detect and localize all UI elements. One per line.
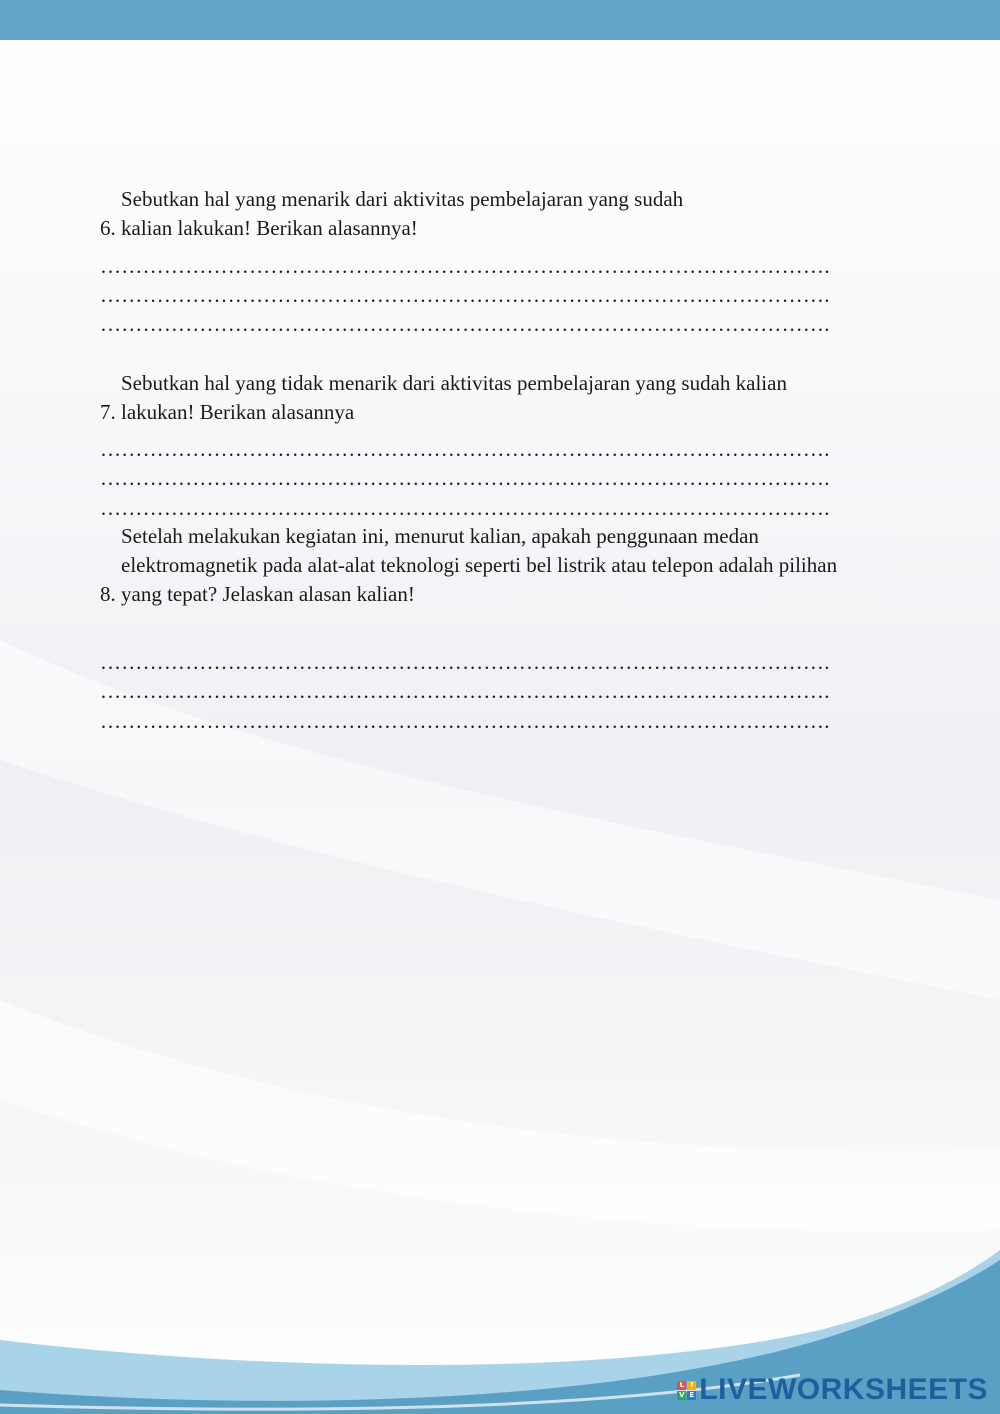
answer-line[interactable]: …………………………………………………………………………………………. (100, 466, 830, 490)
answer-line[interactable]: …………………………………………………………………………………………. (100, 254, 830, 278)
question-6-text (100, 185, 900, 243)
top-bar (0, 0, 1000, 40)
question-8-text (100, 522, 900, 609)
answer-line[interactable]: …………………………………………………………………………………………. (100, 496, 830, 520)
question-6-body: Sebutkan hal yang menarik dari aktivitas pembelajaran yang sudah kalian lakukan! Berikan alasannya! (121, 187, 684, 240)
answer-line[interactable]: …………………………………………………………………………………………. (100, 679, 830, 703)
question-7 (100, 369, 900, 427)
question-6-number: 6. (100, 216, 116, 240)
question-7-text (100, 369, 900, 427)
liveworksheets-logo-text: LIVEWORKSHEETS (699, 1373, 988, 1406)
answer-line[interactable]: …………………………………………………………………………………………. (100, 437, 830, 461)
question-6 (100, 185, 900, 243)
question-8-body: Setelah melakukan kegiatan ini, menurut kalian, apakah penggunaan medan elektromagnetik pada alat-alat teknologi seperti bel listrik atau telepon adalah pilihan yang tepat? Jelaskan alasan kalian! (121, 524, 838, 606)
question-8-number: 8. (100, 582, 116, 606)
question-8 (100, 522, 900, 609)
question-7-body: Sebutkan hal yang tidak menarik dari aktivitas pembelajaran yang sudah kalian lakukan! Berikan alasannya (121, 371, 787, 424)
liveworksheets-logo-icon: L I V E (677, 1381, 696, 1400)
answer-line[interactable]: …………………………………………………………………………………………. (100, 312, 830, 336)
answer-line[interactable]: …………………………………………………………………………………………. (100, 709, 830, 733)
question-7-number: 7. (100, 400, 116, 424)
liveworksheets-logo (677, 1372, 988, 1408)
answer-line[interactable]: …………………………………………………………………………………………. (100, 650, 830, 674)
answer-line[interactable]: …………………………………………………………………………………………. (100, 283, 830, 307)
